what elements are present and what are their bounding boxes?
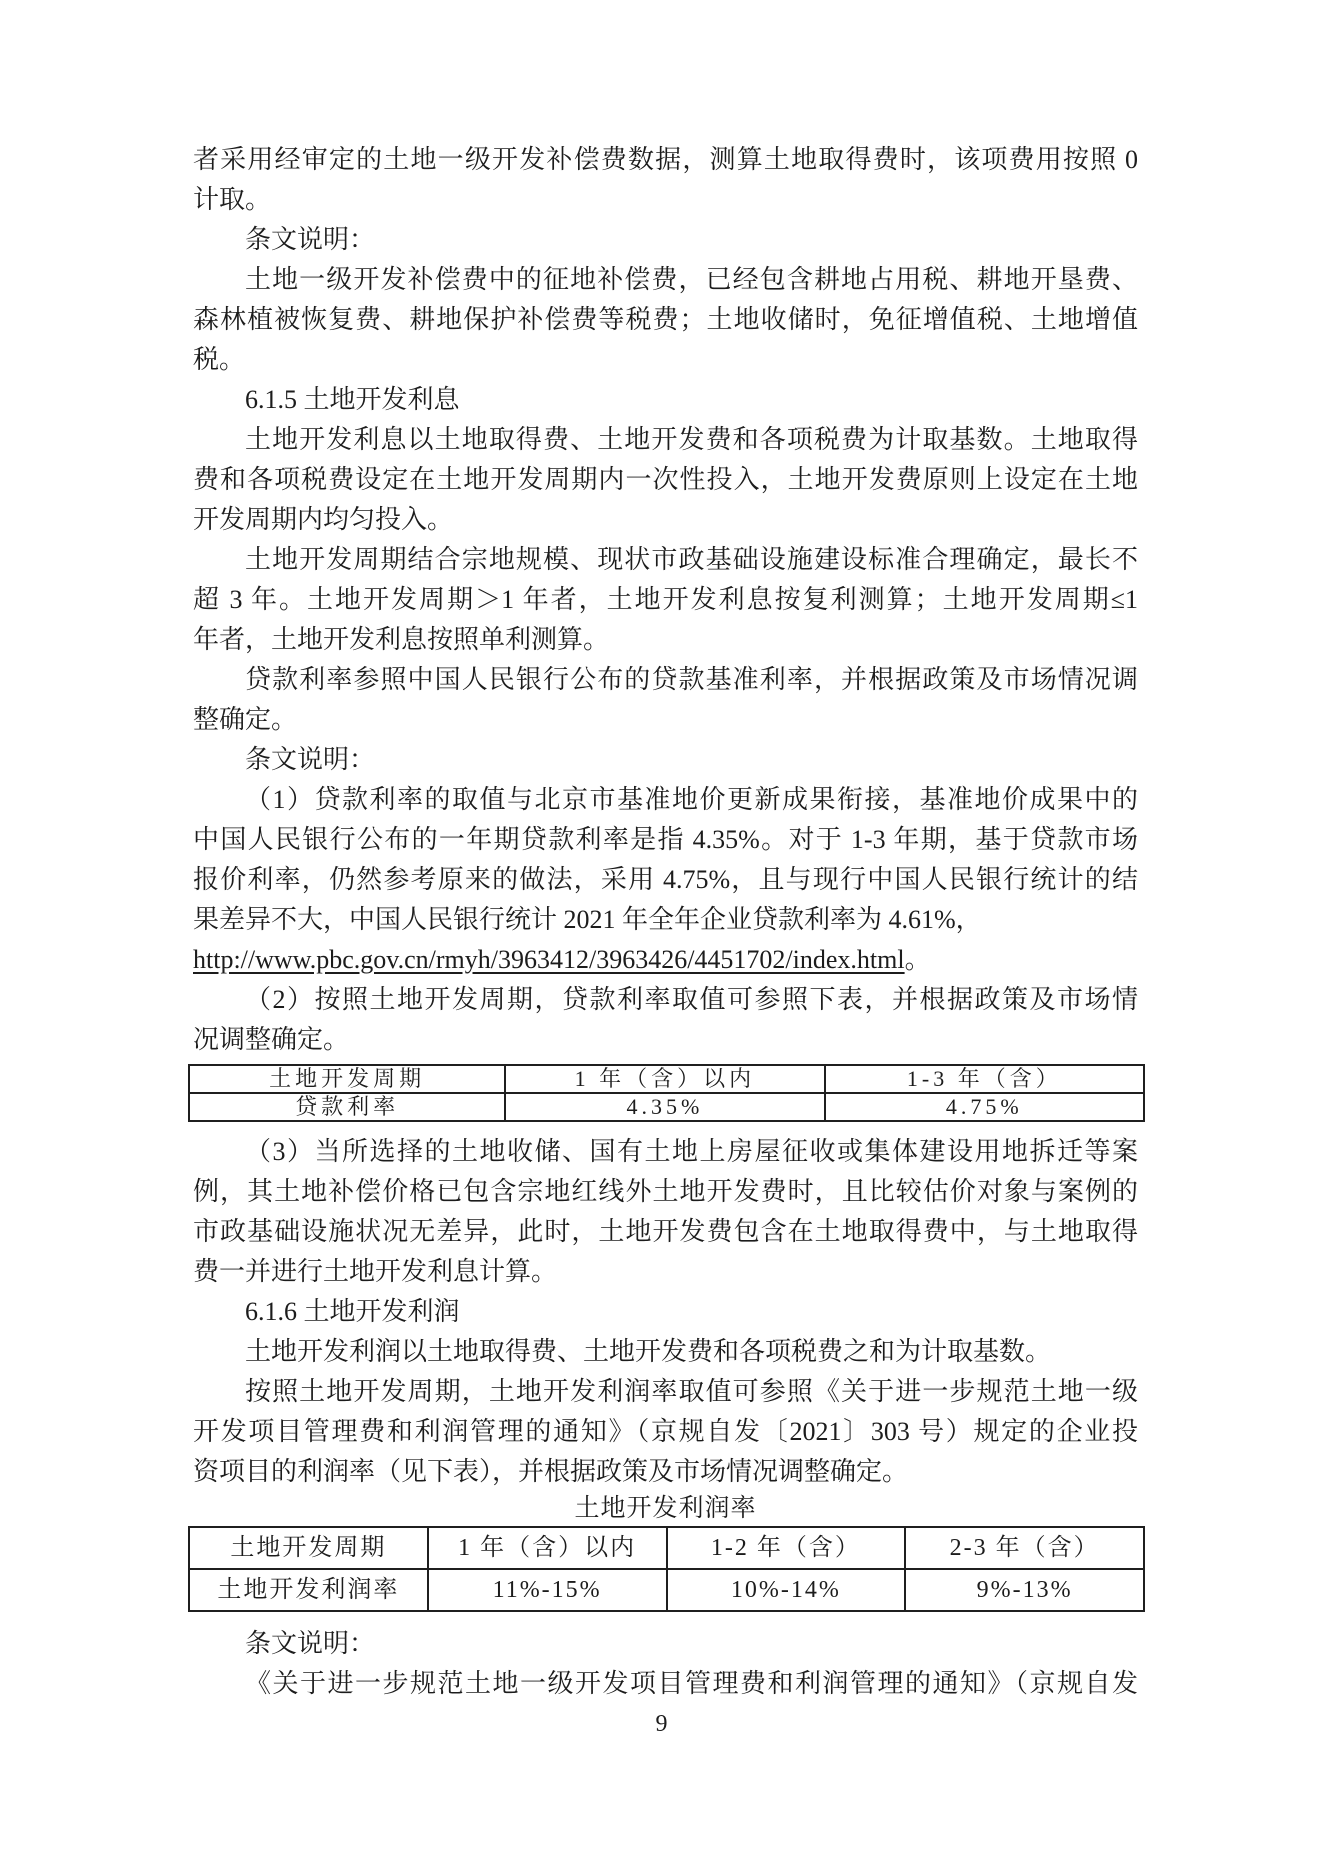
clause-note-line: 土地一级开发补偿费中的征地补偿费，已经包含耕地占用税、耕地开垦费、 <box>245 265 1138 294</box>
table-cell: 9%-13% <box>905 1569 1144 1611</box>
paragraph-line: 贷款利率参照中国人民银行公布的贷款基准利率，并根据政策及市场情况调 <box>245 665 1138 694</box>
paragraph-line: 开发项目管理费和利润管理的通知》（京规自发〔2021〕303 号）规定的企业投 <box>193 1417 1138 1446</box>
clause-note-line: 果差异不大，中国人民银行统计 2021 年全年企业贷款利率为 4.61%， <box>193 905 982 934</box>
paragraph-line: 整确定。 <box>193 705 298 734</box>
clause-note-line: 森林植被恢复费、耕地保护补偿费等税费；土地收储时，免征增值税、土地增值 <box>193 305 1138 334</box>
clause-note-line: 费一并进行土地开发利息计算。 <box>193 1257 558 1286</box>
table-row <box>189 1527 1144 1569</box>
section-heading-6-1-6: 6.1.6 土地开发利润 <box>245 1297 460 1326</box>
table-cell: 4.35% <box>505 1093 824 1121</box>
document-content <box>193 140 1138 1704</box>
link-tail-punctuation: 。 <box>904 945 931 974</box>
page-number: 9 <box>655 1711 668 1737</box>
clause-note-line: 况调整确定。 <box>193 1025 350 1054</box>
clause-note-line: （2）按照土地开发周期，贷款利率取值可参照下表，并根据政策及市场情 <box>245 985 1138 1014</box>
table-cell: 11%-15% <box>428 1569 667 1611</box>
table-row <box>189 1093 1144 1121</box>
paragraph-line: 土地开发周期结合宗地规模、现状市政基础设施建设标准合理确定，最长不 <box>245 545 1138 574</box>
paragraph-line: 开发周期内均匀投入。 <box>193 505 454 534</box>
clause-note-line: 税。 <box>193 345 246 374</box>
table-row <box>189 1569 1144 1611</box>
clause-note-line: 中国人民银行公布的一年期贷款利率是指 4.35%。对于 1-3 年期，基于贷款市场 <box>193 825 1138 854</box>
section-heading-6-1-5: 6.1.5 土地开发利息 <box>245 385 460 414</box>
clause-note-label: 条文说明： <box>245 1629 376 1658</box>
paragraph-line: 计取。 <box>193 185 272 214</box>
clause-note-label: 条文说明： <box>245 225 376 254</box>
table-cell: 4.75% <box>825 1093 1144 1121</box>
clause-note-line: （1）贷款利率的取值与北京市基准地价更新成果衔接，基准地价成果中的 <box>245 785 1138 814</box>
clause-note-line: 市政基础设施状况无差异，此时，土地开发费包含在土地取得费中，与土地取得 <box>193 1217 1138 1246</box>
paragraph-line: 土地开发利润以土地取得费、土地开发费和各项税费之和为计取基数。 <box>245 1337 1052 1366</box>
profit-rate-table <box>188 1526 1145 1612</box>
table-cell: 1 年（含）以内 <box>505 1065 824 1093</box>
table-cell: 1 年（含）以内 <box>428 1527 667 1569</box>
table-cell: 土地开发周期 <box>189 1065 505 1093</box>
paragraph-line: 资项目的利润率（见下表），并根据政策及市场情况调整确定。 <box>193 1457 909 1486</box>
clause-note-label: 条文说明： <box>245 745 376 774</box>
profit-rate-table-caption: 土地开发利润率 <box>574 1495 757 1522</box>
paragraph-line: 超 3 年。土地开发周期＞1 年者，土地开发利息按复利测算；土地开发周期≤1 <box>193 585 1138 614</box>
table-cell: 2-3 年（含） <box>905 1527 1144 1569</box>
table-cell: 贷款利率 <box>189 1093 505 1121</box>
clause-note-line: （3）当所选择的土地收储、国有土地上房屋征收或集体建设用地拆迁等案 <box>245 1137 1138 1166</box>
clause-note-line: 例，其土地补偿价格已包含宗地红线外土地开发费时，且比较估价对象与案例的 <box>193 1177 1138 1206</box>
paragraph-line: 费和各项税费设定在土地开发周期内一次性投入，土地开发费原则上设定在土地 <box>193 465 1138 494</box>
link-line <box>193 940 1138 980</box>
table-row <box>189 1065 1144 1093</box>
paragraph-line: 按照土地开发周期，土地开发利润率取值可参照《关于进一步规范土地一级 <box>245 1377 1138 1406</box>
table-cell: 土地开发周期 <box>189 1527 428 1569</box>
paragraph-line: 年者，土地开发利息按照单利测算。 <box>193 625 610 654</box>
paragraph-line: 者采用经审定的土地一级开发补偿费数据，测算土地取得费时，该项费用按照 0 <box>193 145 1138 174</box>
clause-note-line: 报价利率，仍然参考原来的做法，采用 4.75%，且与现行中国人民银行统计的结 <box>193 865 1138 894</box>
paragraph-line: 土地开发利息以土地取得费、土地开发费和各项税费为计取基数。土地取得 <box>245 425 1138 454</box>
table-cell: 土地开发利润率 <box>189 1569 428 1611</box>
pbc-url-link[interactable]: http://www.pbc.gov.cn/rmyh/3963412/3963426/4451702/index.html <box>193 945 905 974</box>
clause-note-line: 《关于进一步规范土地一级开发项目管理费和利润管理的通知》（京规自发 <box>245 1669 1138 1698</box>
table-cell: 10%-14% <box>667 1569 906 1611</box>
loan-rate-table <box>188 1064 1145 1122</box>
table-cell: 1-3 年（含） <box>825 1065 1144 1093</box>
table-cell: 1-2 年（含） <box>667 1527 906 1569</box>
